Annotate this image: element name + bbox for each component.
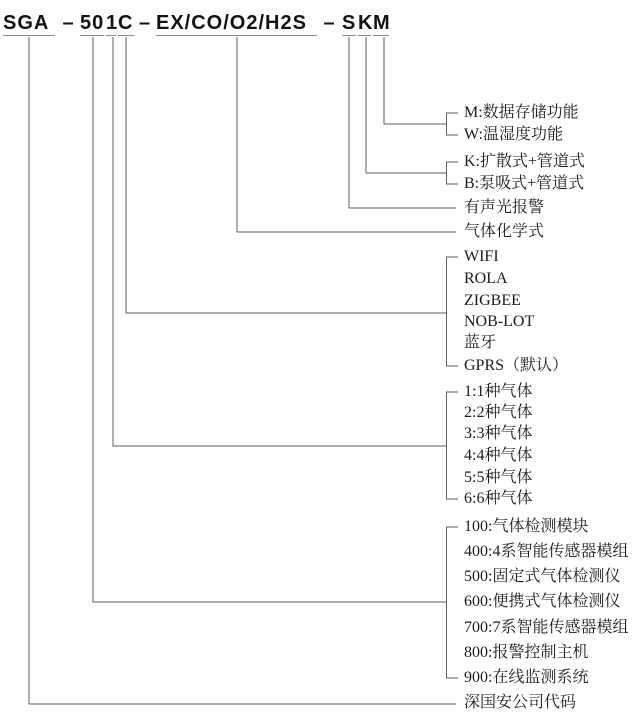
bracket-storage	[447, 113, 459, 135]
connector-50-to-series	[93, 37, 447, 602]
code-segment-gases: EX/CO/O2/H2S	[156, 11, 317, 36]
label-storage-w: W:温湿度功能	[464, 126, 563, 143]
label-gas-6: 6:6种气体	[464, 490, 533, 507]
label-comm-zigbee: ZIGBEE	[464, 292, 521, 309]
label-gas-4: 4:4种气体	[464, 447, 533, 464]
label-gas-2: 2:2种气体	[464, 404, 533, 421]
bracket-communication	[447, 257, 459, 366]
connector-m-to-storage	[384, 37, 447, 124]
label-gas-1: 1:1种气体	[464, 383, 533, 400]
label-series-900: 900:在线监测系统	[464, 669, 589, 686]
label-series-600: 600:便携式气体检测仪	[464, 593, 621, 610]
label-gas-3: 3:3种气体	[464, 425, 533, 442]
label-comm-bluetooth: 蓝牙	[464, 334, 497, 351]
code-segment-50: 50	[80, 12, 105, 34]
bracket-sampling	[447, 162, 459, 184]
code-dash: –	[62, 12, 75, 34]
code-segment-sga: SGA	[3, 11, 55, 36]
label-comm-noblot: NOB-LOT	[464, 313, 535, 330]
label-chemistry: 气体化学式	[464, 223, 545, 240]
code-dash: –	[323, 12, 336, 34]
label-series-700: 700:7系智能传感器模组	[464, 619, 629, 636]
code-segment-m: M	[373, 12, 391, 34]
bracket-gascount	[447, 392, 459, 499]
label-sampling-b: B:泵吸式+管道式	[464, 175, 585, 192]
label-comm-gprs: GPRS（默认）	[464, 357, 569, 374]
connector-k-to-sampling	[366, 37, 447, 173]
label-company: 深国安公司代码	[464, 694, 577, 711]
label-comm-rola: ROLA	[464, 270, 508, 287]
label-series-500: 500:固定式气体检测仪	[464, 568, 621, 585]
label-sampling-k: K:扩散式+管道式	[464, 153, 586, 170]
label-series-400: 400:4系智能传感器模组	[464, 543, 629, 560]
label-gas-5: 5:5种气体	[464, 469, 533, 486]
label-alarm: 有声光报警	[464, 199, 545, 216]
label-series-100: 100:气体检测模块	[464, 518, 589, 535]
label-comm-wifi: WIFI	[464, 248, 499, 265]
code-dash: –	[138, 12, 152, 34]
bracket-series	[447, 527, 459, 678]
code-segment-s: S	[342, 12, 357, 34]
code-segment-1: 1	[106, 12, 119, 34]
connector-1-to-gascount	[113, 37, 447, 446]
label-storage-m: M:数据存储功能	[464, 104, 579, 121]
connector-c-to-communication	[126, 37, 447, 313]
code-segment-k: K	[358, 12, 374, 34]
code-segment-c: C	[118, 12, 134, 34]
connector-s-to-alarm	[349, 37, 456, 208]
connector-ex-to-chemistry	[237, 37, 456, 232]
label-series-800: 800:报警控制主机	[464, 644, 589, 661]
